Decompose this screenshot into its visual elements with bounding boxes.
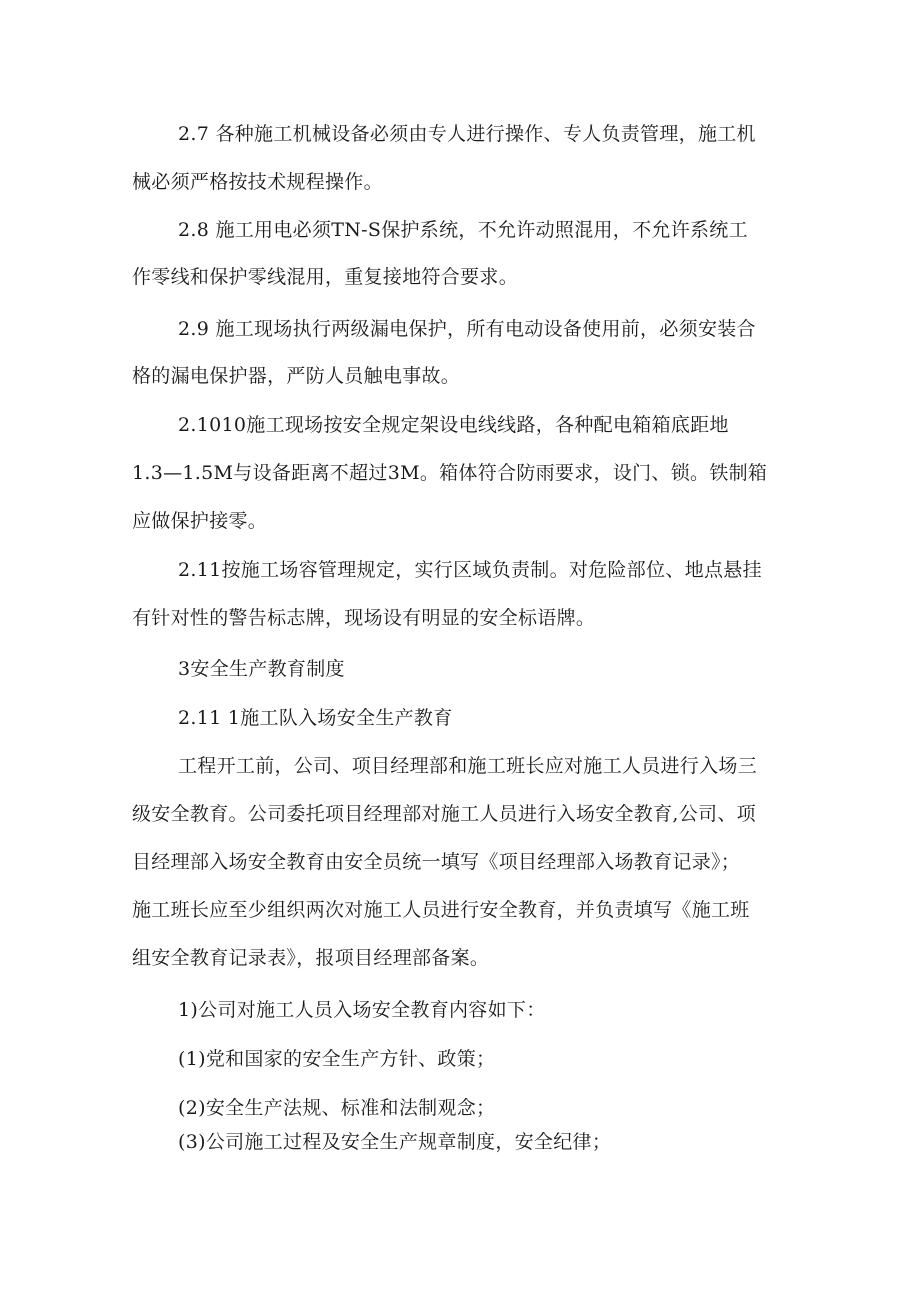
paragraph-line: 施工班长应至少组织两次对施工人员进行安全教育，并负责填写《施工班: [132, 899, 750, 921]
list-heading: 1)公司对施工人员入场安全教育内容如下：: [178, 999, 546, 1021]
paragraph-line: 2.9 施工现场执行两级漏电保护，所有电动设备使用前，必须安装合: [178, 318, 756, 340]
paragraph-line: 1.3—1.5M与设备距离不超过3M。箱体符合防雨要求，设门、锁。铁制箱: [132, 462, 768, 484]
subsection-heading: 2.11 1施工队入场安全生产教育: [178, 707, 453, 729]
paragraph-line: 作零线和保护零线混用，重复接地符合要求。: [132, 266, 519, 288]
paragraph-line: 械必须严格按技术规程操作。: [132, 171, 383, 193]
paragraph-line: 2.7 各种施工机械设备必须由专人进行操作、专人负责管理，施工机: [178, 123, 756, 145]
paragraph-line: 应做保护接零。: [132, 510, 268, 532]
section-heading: 3安全生产教育制度: [178, 658, 345, 680]
list-item: (2)安全生产法规、标准和法制观念；: [178, 1097, 496, 1119]
paragraph-line: 格的漏电保护器，严防人员触电事故。: [132, 365, 461, 387]
paragraph-line: 2.8 施工用电必须TN-S保护系统，不允许动照混用，不允许系统工: [178, 219, 748, 241]
paragraph-line: 2.1010施工现场按安全规定架设电线线路，各种配电箱箱底距地: [178, 414, 729, 436]
paragraph-line: 工程开工前，公司、项目经理部和施工班长应对施工人员进行入场三: [178, 755, 758, 777]
paragraph-line: 组安全教育记录表》，报项目经理部备案。: [132, 947, 490, 969]
paragraph-line: 级安全教育。公司委托项目经理部对施工人员进行入场安全教育,公司、项: [132, 803, 756, 825]
paragraph-line: 有针对性的警告标志牌，现场设有明显的安全标语牌。: [132, 607, 596, 629]
list-item: (1)党和国家的安全生产方针、政策；: [178, 1048, 496, 1070]
paragraph-line: 目经理部入场安全教育由安全员统一填写《项目经理部入场教育记录》；: [132, 851, 741, 873]
paragraph-line: 2.11按施工场容管理规定，实行区域负责制。对危险部位、地点悬挂: [178, 559, 762, 581]
list-item: (3)公司施工过程及安全生产规章制度，安全纪律；: [178, 1131, 612, 1153]
